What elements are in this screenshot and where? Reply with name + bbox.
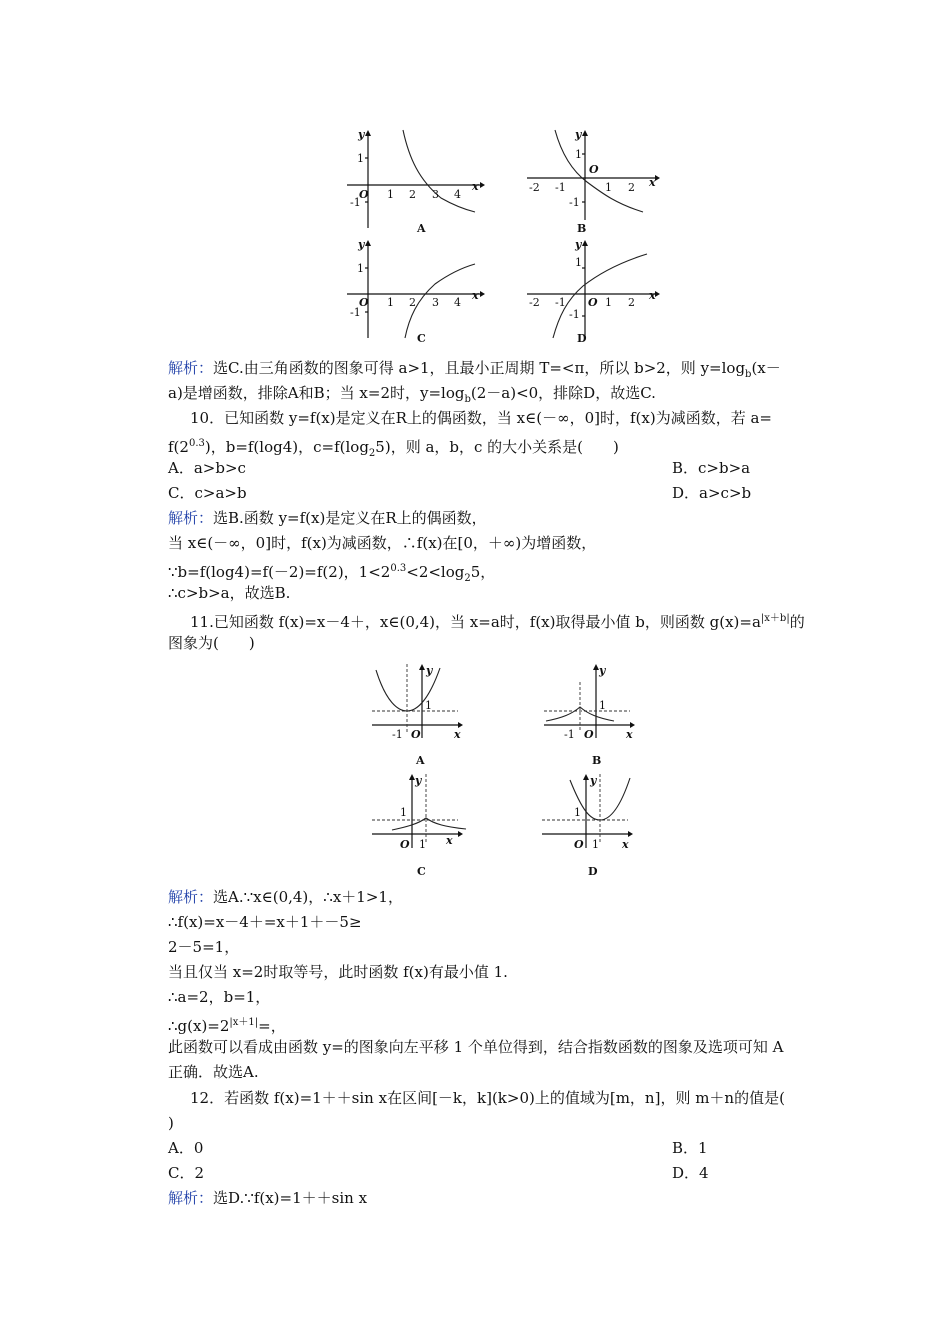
- q9-solution-line2: [168, 384, 656, 409]
- tick-label: 2: [628, 181, 635, 194]
- origin-label: O: [400, 838, 410, 851]
- superscript: |x＋b|: [760, 613, 790, 624]
- q11-stem-line2: 图象为( ): [168, 634, 255, 652]
- q11-graph-d: [540, 772, 640, 882]
- origin-label: O: [589, 163, 599, 176]
- q11-graph-c: [370, 772, 470, 882]
- q10-stem-line1: [190, 409, 772, 428]
- q11-solution-line4: 当且仅当 x=2时取等号，此时函数 f(x)有最小值 1.: [168, 963, 508, 981]
- tick-label: 1: [357, 152, 364, 165]
- origin-label: O: [359, 296, 369, 309]
- tick-label: 1: [599, 699, 606, 712]
- solution-label: 解析：: [168, 359, 214, 377]
- q11-graph-b: [542, 662, 642, 770]
- q12-option-c: C．2: [168, 1164, 205, 1182]
- q10-option-a: A．a>b>c: [168, 459, 246, 477]
- solution-text: 选B.函数 y=f(x)是定义在R上的偶函数，: [213, 509, 487, 527]
- question-text: 11.已知函数 f(x)=x－4＋，x∈(0,4)，当 x=a时，f(x)取得最小值 b，则函数 g(x)=a: [190, 613, 761, 631]
- solution-text: =，: [258, 1017, 286, 1035]
- solution-text: ∵b=f(log4)=f(－2)=f(2)，1<2: [168, 563, 391, 581]
- solution-text: 选D.∵f(x)=1＋＋sin x: [213, 1189, 368, 1207]
- y-axis-label: y: [415, 774, 422, 787]
- tick-label: -1: [564, 728, 575, 741]
- tick-label: 2: [409, 188, 416, 201]
- y-axis-label: y: [426, 664, 433, 677]
- x-axis-label: x: [472, 180, 479, 193]
- superscript: 0.3: [390, 563, 407, 574]
- y-axis-label: y: [358, 238, 365, 251]
- tick-label: 1: [605, 296, 612, 309]
- graph-caption: C: [417, 865, 426, 878]
- q11-solution-line3: 2－5=1，: [168, 938, 240, 956]
- solution-text: <2<log: [406, 563, 465, 581]
- subscript: b: [745, 369, 752, 380]
- q9-solution-line1: [168, 359, 781, 384]
- tick-label: 1: [575, 148, 582, 161]
- tick-label: 1: [387, 188, 394, 201]
- graph-caption: D: [577, 332, 587, 345]
- solution-label: 解析：: [168, 888, 214, 906]
- tick-label: 1: [400, 806, 407, 819]
- q10-solution-line1: [168, 509, 487, 528]
- tick-label: 1: [425, 699, 432, 712]
- origin-label: O: [588, 296, 598, 309]
- solution-text: ∴g(x)=2: [168, 1017, 230, 1035]
- q9-graph-d: [525, 238, 665, 350]
- q10-option-c: C．c>a>b: [168, 484, 247, 502]
- q12-option-b: B．1: [672, 1139, 708, 1157]
- tick-label: 4: [454, 188, 461, 201]
- q10-option-b: B．c>b>a: [672, 459, 751, 477]
- origin-label: O: [411, 728, 421, 741]
- tick-label: -1: [350, 196, 361, 209]
- y-axis-label: y: [358, 128, 365, 141]
- tick-label: 1: [575, 256, 582, 269]
- tick-label: 2: [628, 296, 635, 309]
- y-axis-label: y: [575, 128, 582, 141]
- solution-text: 选C.由三角函数的图象可得 a>1，且最小正周期 T=<π，所以 b>2，则 y=log: [213, 359, 746, 377]
- graph-caption: B: [592, 754, 602, 767]
- tick-label: -1: [555, 181, 566, 194]
- graph-caption: B: [577, 222, 587, 235]
- q12-option-a: A．0: [168, 1139, 204, 1157]
- superscript: |x＋1|: [229, 1017, 259, 1028]
- tick-label: -1: [392, 728, 403, 741]
- solution-text: 选A.∵x∈(0,4)，∴x＋1>1，: [213, 888, 403, 906]
- x-axis-label: x: [472, 289, 479, 302]
- tick-label: 3: [432, 296, 439, 309]
- origin-label: O: [359, 188, 369, 201]
- tick-label: -2: [529, 181, 540, 194]
- x-axis-label: x: [649, 176, 656, 189]
- subscript: 2: [464, 573, 471, 584]
- q11-solution-line7: 此函数可以看成由函数 y=的图象向左平移 1 个单位得到，结合指数函数的图象及选项可知 A: [168, 1038, 784, 1056]
- origin-label: O: [584, 728, 594, 741]
- q11-solution-line5: ∴a=2，b=1，: [168, 988, 271, 1006]
- tick-label: -1: [555, 296, 566, 309]
- tick-label: -2: [529, 296, 540, 309]
- q9-graph-b: [525, 128, 665, 237]
- tick-label: -1: [350, 306, 361, 319]
- x-axis-label: x: [454, 728, 461, 741]
- subscript: b: [464, 394, 471, 405]
- tick-label: 2: [409, 296, 416, 309]
- x-axis-label: x: [622, 838, 629, 851]
- tick-label: 1: [357, 262, 364, 275]
- question-text: f(2: [168, 438, 189, 456]
- x-axis-label: x: [649, 289, 656, 302]
- tick-label: -1: [569, 196, 580, 209]
- q12-stem-line1: 12．若函数 f(x)=1＋＋sin x在区间[－k，k](k>0)上的值域为[m，n]，则 m＋n的值是(: [190, 1089, 785, 1107]
- q12-stem-line2: ): [168, 1114, 174, 1132]
- tick-label: 1: [592, 838, 599, 851]
- q12-option-d: D．4: [672, 1164, 709, 1182]
- y-axis-label: y: [599, 664, 606, 677]
- graph-caption: D: [588, 865, 598, 878]
- y-axis-label: y: [590, 774, 597, 787]
- graph-caption: A: [417, 222, 426, 235]
- x-axis-label: x: [446, 834, 453, 847]
- tick-label: 1: [419, 838, 426, 851]
- solution-label: 解析：: [168, 1189, 214, 1207]
- graph-caption: C: [417, 332, 426, 345]
- tick-label: 4: [454, 296, 461, 309]
- q9-graph-a: [345, 128, 485, 237]
- x-axis-label: x: [626, 728, 633, 741]
- q11-solution-line8: 正确．故选A.: [168, 1063, 259, 1081]
- q10-solution-line4: ∴c>b>a，故选B.: [168, 584, 291, 602]
- solution-text: (x－: [751, 359, 781, 377]
- q11-graph-a: [370, 662, 470, 770]
- q11-solution-line6: [168, 1013, 286, 1036]
- q11-stem-line1: [190, 609, 805, 632]
- q10-solution-line2: 当 x∈(－∞，0]时，f(x)为减函数，∴f(x)在[0，＋∞)为增函数，: [168, 534, 597, 552]
- question-text: 的: [789, 613, 805, 631]
- question-text: )，b=f(log4)，c=f(log: [204, 438, 369, 456]
- graph-caption: A: [416, 754, 425, 767]
- tick-label: 1: [574, 806, 581, 819]
- question-text: 5)，则 a，b，c 的大小关系是( ): [375, 438, 619, 456]
- solution-text: (2－a)<0，排除D，故选C.: [470, 384, 656, 402]
- subscript: 2: [368, 448, 376, 459]
- tick-label: 1: [387, 296, 394, 309]
- tick-label: -1: [569, 308, 580, 321]
- origin-label: O: [574, 838, 584, 851]
- question-text: 10．已知函数 y=f(x)是定义在R上的偶函数，当 x∈(－∞，0]时，f(x)为减函数，若 a=: [190, 409, 772, 427]
- q11-solution-line1: [168, 888, 403, 907]
- superscript: 0.3: [188, 438, 205, 449]
- solution-label: 解析：: [168, 509, 214, 527]
- q9-graph-c: [345, 238, 485, 350]
- solution-text: 5，: [470, 563, 496, 581]
- q12-solution-line1: [168, 1189, 367, 1208]
- tick-label: 1: [605, 181, 612, 194]
- q11-solution-line2: ∴f(x)=x－4＋=x＋1＋－5≥: [168, 913, 362, 931]
- q10-option-d: D．a>c>b: [672, 484, 752, 502]
- y-axis-label: y: [575, 238, 582, 251]
- solution-text: a)是增函数，排除A和B；当 x=2时，y=log: [168, 384, 465, 402]
- tick-label: 3: [432, 188, 439, 201]
